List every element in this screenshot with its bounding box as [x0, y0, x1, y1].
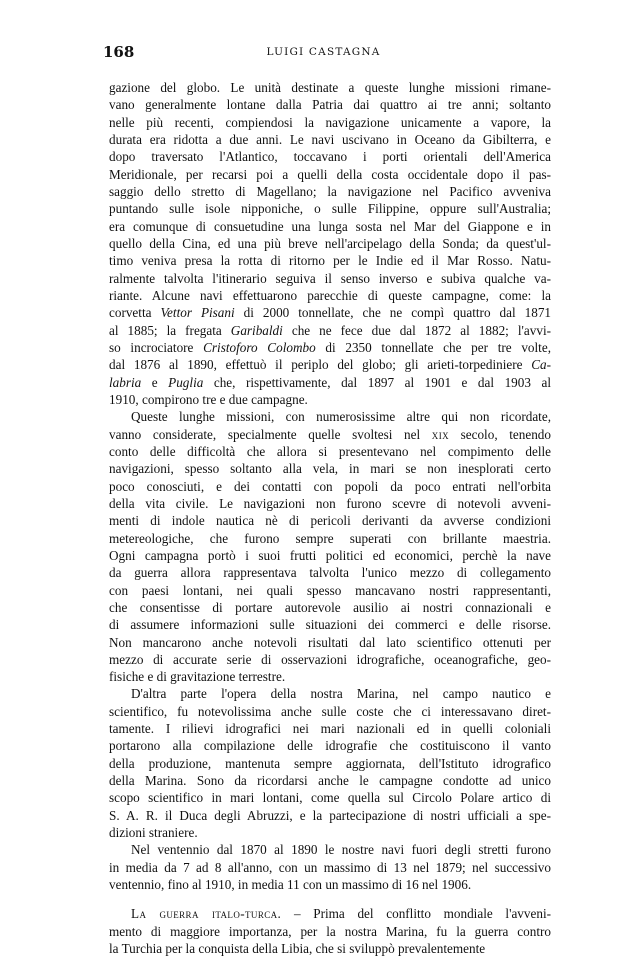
text-run: ralmente talvolta l'itinerario seguiva il senso inverso e subiva qualche va-: [109, 270, 551, 286]
text-line: [109, 859, 551, 876]
italic-title: Vettor Pisani: [160, 305, 235, 321]
text-line: [109, 408, 551, 425]
text-line: [109, 923, 551, 940]
text-run: poco conosciuti, e dei contatti con popoli da poco entrati nell'orbita: [109, 478, 551, 494]
italic-title: Cristoforo Colombo: [203, 339, 316, 355]
text-run: S. A. R. il Duca degli Abruzzi, e la partecipazione di nostri ufficiali a spe-: [109, 807, 551, 823]
italic-title: Garibaldi: [230, 322, 283, 338]
text-line: [109, 270, 551, 287]
text-run: della produzione, mantenuta sempre aggiornata, dell'Istituto idrografico: [109, 755, 551, 771]
text-run: gazione del globo. Le unità destinate a queste lunghe missioni rimane-: [109, 80, 551, 95]
text-line: [109, 841, 551, 858]
paragraph: [109, 408, 551, 685]
text-line: [109, 876, 551, 893]
text-line: [109, 685, 551, 702]
text-run: Nel ventennio dal 1870 al 1890 le nostre navi fuori degli stretti furono: [131, 842, 551, 858]
text-line: [109, 79, 551, 96]
text-run: ventennio, fino al 1910, in media 11 con un massimo di 16 nel 1906.: [109, 877, 472, 893]
text-run: dopo traversato l'Atlantico, toccavano i porti orientali dell'America: [109, 149, 551, 165]
text-run: di 2350 tonnellate che per tre volte,: [315, 339, 551, 355]
text-run: corvetta: [109, 305, 161, 321]
text-run: di assumere informazioni sulle situazioni dei commerci e delle risorse.: [109, 617, 551, 633]
italic-title: Ca-: [531, 357, 551, 373]
small-caps-text: xix: [431, 426, 449, 442]
text-line: [109, 218, 551, 235]
text-run: navigazioni, spesso soltanto alla vela, in mari se non inesplorati certo: [109, 461, 551, 477]
text-run: tamente. I rilievi idrografici nei mari nazionali ed in quelli coloniali: [109, 721, 551, 737]
body-text: [109, 79, 551, 957]
text-run: quello della Cina, ed una più breve nell'arcipelago della Sonda; da quest'ul-: [109, 235, 551, 251]
text-line: [109, 547, 551, 564]
text-run: la Turchia per la conquista della Libia, che si sviluppò prevalentemente: [109, 941, 486, 957]
text-line: [109, 824, 551, 841]
text-run: menti di indole nautica nè di pericoli derivanti da avverse condizioni: [109, 513, 551, 529]
text-line: [109, 599, 551, 616]
paragraph: [109, 685, 551, 841]
page-header: [103, 43, 544, 63]
text-run: e: [141, 374, 169, 390]
text-run: dal 1876 al 1890, effettuò il periplo del globo; gli arieti-torpediniere: [109, 357, 532, 373]
text-run: dizioni straniere.: [109, 825, 198, 841]
text-line: [109, 582, 551, 599]
text-run: che consentisse di portare autorevole ausilio ai nostri connazionali e: [109, 599, 551, 615]
text-line: [109, 166, 551, 183]
text-run: che ne fece due dal 1872 al 1882; l'avvi-: [282, 322, 551, 338]
text-line: [109, 512, 551, 529]
text-run: fisiche e di gravitazione terrestre.: [109, 669, 286, 685]
small-caps-text: La guerra italo-turca.: [131, 906, 282, 922]
page-number: 168: [103, 43, 135, 61]
text-line: [109, 183, 551, 200]
text-line: [109, 703, 551, 720]
text-run: era comunque di consuetudine una lunga sosta nel Mar del Giappone e in: [109, 218, 551, 234]
text-run: so incrociatore: [109, 339, 204, 355]
text-line: [109, 651, 551, 668]
text-run: Non mancarono anche notevoli risultati dal lato scientifico ottenuti per: [109, 634, 551, 650]
text-line: [109, 148, 551, 165]
text-run: nelle più recenti, compiendosi la navigazione unicamente a vapore, la: [109, 114, 551, 130]
text-line: [109, 287, 551, 304]
text-run: durata era ridotta a due anni. Le navi uscivano in Oceano da Gibilterra, e: [109, 131, 551, 147]
text-run: Ogni campagna portò i suoi frutti politici ed economici, perchè la nave: [109, 547, 551, 563]
text-run: da guerra allora rappresentava talvolta l'unico mezzo di collegamento: [109, 565, 551, 581]
text-run: – Prima del conflitto mondiale l'avveni-: [281, 906, 551, 922]
text-line: [109, 304, 551, 321]
text-line: [109, 131, 551, 148]
text-run: scopo scientifico in mari lontani, come quella sul Circolo Polare artico di: [109, 790, 551, 806]
text-run: saggio dello stretto di Magellano; la navigazione nel Pacifico avveniva: [109, 183, 551, 199]
text-run: della vita civile. Le navigazioni non furono scevre di notevoli avveni-: [109, 495, 551, 511]
text-line: [109, 737, 551, 754]
text-run: secolo, tenendo: [449, 426, 551, 442]
text-run: al 1885; la fregata: [109, 322, 231, 338]
text-line: [109, 807, 551, 824]
text-line: [109, 443, 551, 460]
text-line: [109, 252, 551, 269]
text-run: timo veniva presa la rotta di ritorno per le Indie ed il Mar Rosso. Natu-: [109, 253, 551, 269]
text-line: [109, 530, 551, 547]
text-run: Queste lunghe missioni, con numerosissime altre qui non ricordate,: [131, 409, 551, 425]
text-run: metereologiche, che furono sempre superati con brillante maestria.: [109, 530, 551, 546]
text-run: mezzo di accurate serie di osservazioni idrografiche, oceanografiche, geo-: [109, 651, 551, 667]
text-run: conto delle difficoltà che allora si presentevano nel compimento delle: [109, 443, 551, 459]
text-line: [109, 905, 551, 922]
text-run: mento di maggiore importanza, per la nostra Marina, fu la guerra contro: [109, 923, 551, 939]
paragraph: [109, 905, 551, 957]
italic-title: Puglia: [168, 374, 204, 390]
text-line: [109, 495, 551, 512]
text-line: [109, 114, 551, 131]
text-line: [109, 200, 551, 217]
text-run: scientifico, fu notevolissima anche sulle coste che ci interessavano diret-: [109, 703, 551, 719]
text-line: [109, 356, 551, 373]
text-run: che, rispettivamente, dal 1897 al 1901 e dal 1903 al: [203, 374, 551, 390]
text-run: puntando sulle isole nipponiche, o sulle Filippine, oppure sull'Australia;: [109, 201, 551, 217]
text-run: D'altra parte l'opera della nostra Marina, nel campo nautico e: [131, 686, 551, 702]
text-line: [109, 789, 551, 806]
text-line: [109, 755, 551, 772]
text-line: [109, 96, 551, 113]
text-line: [109, 940, 551, 957]
italic-title: labria: [109, 374, 142, 390]
text-line: [109, 720, 551, 737]
text-line: [109, 339, 551, 356]
text-run: portarono alla compilazione delle idrografie che costituiscono il vanto: [109, 738, 551, 754]
text-line: [109, 374, 551, 391]
text-line: [109, 668, 551, 685]
text-line: [109, 772, 551, 789]
text-run: della Marina. Sono da ricordarsi anche le campagne condotte ad unico: [109, 773, 551, 789]
running-head: LUIGI CASTAGNA: [266, 46, 381, 58]
text-line: [109, 426, 551, 443]
text-run: di 2000 tonnellate, che ne compì quattro dal 1871: [234, 305, 552, 321]
text-run: con paesi lontani, nei quali spesso mancavano nostri rappresentanti,: [109, 582, 551, 598]
text-line: [109, 634, 551, 651]
text-line: [109, 564, 551, 581]
text-line: [109, 322, 551, 339]
text-line: [109, 478, 551, 495]
text-run: in media da 7 ad 8 all'anno, con un massimo di 13 nel 1879; nel successivo: [109, 859, 551, 875]
text-run: riante. Alcune navi effettuarono parecchie di queste campagne, come: la: [109, 287, 551, 303]
text-run: 1910, compirono tre e due campagne.: [109, 391, 308, 407]
paragraph: [109, 79, 551, 408]
text-run: Meridionale, per recarsi poi a quelli della costa occidentale dopo il pas-: [109, 166, 551, 182]
text-line: [109, 391, 551, 408]
paragraph: [109, 841, 551, 893]
text-line: [109, 616, 551, 633]
text-line: [109, 460, 551, 477]
text-run: vanno considerate, specialmente quelle svoltesi nel: [109, 426, 432, 442]
text-run: vano generalmente lontane dalla Patria dai quattro ai tre anni; soltanto: [109, 97, 551, 113]
text-line: [109, 235, 551, 252]
